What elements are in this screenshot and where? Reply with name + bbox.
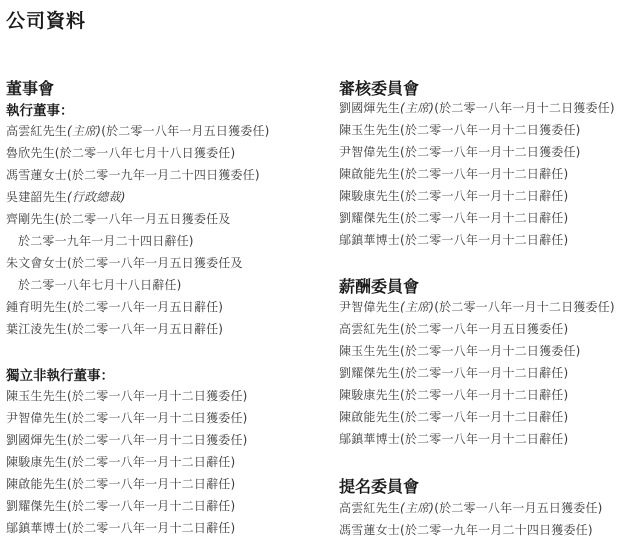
list-item: 陳玉生先生(於二零一八年一月十二日獲委任)	[6, 389, 248, 403]
list-item: 朱文會女士(於二零一八年一月五日獲委任及	[6, 256, 243, 270]
independent-directors-title: 獨立非執行董事：	[6, 368, 114, 384]
list-item: 陳駿康先生(於二零一八年一月十二日辭任)	[339, 189, 569, 203]
remuneration-committee-title: 薪酬委員會	[339, 277, 420, 296]
list-item: 吳建韶先生(行政總裁)	[6, 190, 126, 204]
list-item: 劉耀傑先生(於二零一八年一月十二日辭任)	[339, 211, 569, 225]
list-item: 於二零一九年一月二十四日辭任)	[18, 234, 194, 248]
list-item: 鄔鎮華博士(於二零一八年一月十二日辭任)	[339, 233, 569, 247]
list-item: 魯欣先生(於二零一八年七月十八日獲委任)	[6, 146, 236, 160]
list-item: 尹智偉先生(主席)(於二零一八年一月十二日獲委任)	[339, 300, 615, 314]
nomination-committee-title: 提名委員會	[339, 477, 420, 496]
list-item: 馮雪蓮女士(於二零一九年一月二十四日獲委任)	[339, 523, 593, 537]
list-item: 鍾育明先生(於二零一八年一月五日辭任)	[6, 300, 224, 314]
list-item: 劉國煇先生(於二零一八年一月十二日獲委任)	[6, 433, 248, 447]
list-item: 陳玉生先生(於二零一八年一月十二日獲委任)	[339, 123, 581, 137]
page-title: 公司資料	[6, 10, 87, 32]
list-item: 劉國煇先生(主席)(於二零一八年一月十二日獲委任)	[339, 101, 615, 115]
list-item: 高雲紅先生(於二零一八年一月五日獲委任)	[339, 322, 569, 336]
list-item: 於二零一八年七月十八日辭任)	[18, 278, 182, 292]
list-item: 陳駿康先生(於二零一八年一月十二日辭任)	[6, 455, 236, 469]
list-item: 齊剛先生(於二零一八年一月五日獲委任及	[6, 212, 231, 226]
list-item: 尹智偉先生(於二零一八年一月十二日獲委任)	[6, 411, 248, 425]
list-item: 鄔鎮華博士(於二零一八年一月十二日辭任)	[339, 432, 569, 446]
list-item: 陳啟能先生(於二零一八年一月十二日辭任)	[6, 477, 236, 491]
list-item: 高雲紅先生(主席)(於二零一八年一月五日獲委任)	[339, 501, 603, 515]
list-item: 陳啟能先生(於二零一八年一月十二日辭任)	[339, 167, 569, 181]
list-item: 陳啟能先生(於二零一八年一月十二日辭任)	[339, 410, 569, 424]
board-title: 董事會	[6, 79, 55, 98]
list-item: 陳駿康先生(於二零一八年一月十二日辭任)	[339, 388, 569, 402]
list-item: 陳玉生先生(於二零一八年一月十二日獲委任)	[339, 344, 581, 358]
list-item: 馮雪蓮女士(於二零一九年一月二十四日獲委任)	[6, 168, 260, 182]
list-item: 葉江淩先生(於二零一八年一月五日辭任)	[6, 322, 224, 336]
list-item: 鄔鎮華博士(於二零一八年一月十二日辭任)	[6, 521, 236, 535]
list-item: 尹智偉先生(於二零一八年一月十二日獲委任)	[339, 145, 581, 159]
list-item: 劉耀傑先生(於二零一八年一月十二日辭任)	[6, 499, 236, 513]
audit-committee-title: 審核委員會	[339, 79, 420, 98]
list-item: 劉耀傑先生(於二零一八年一月十二日辭任)	[339, 366, 569, 380]
list-item: 高雲紅先生(主席)(於二零一八年一月五日獲委任)	[6, 124, 270, 138]
executive-directors-title: 執行董事：	[6, 103, 74, 119]
